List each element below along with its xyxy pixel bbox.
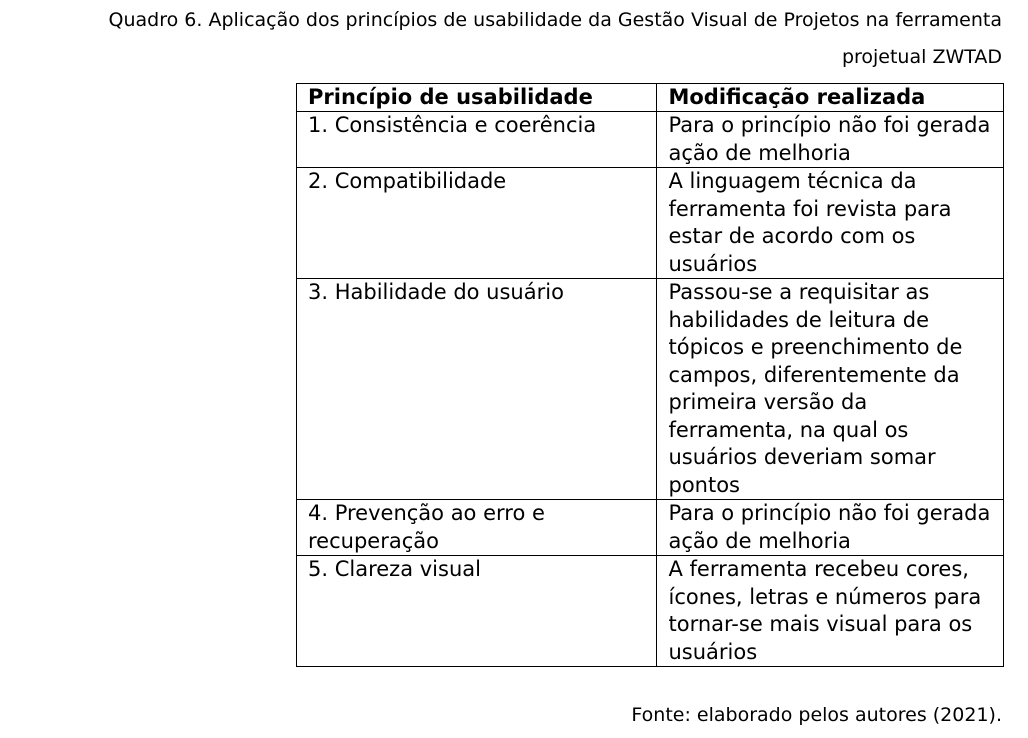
table-header-row (297, 84, 1004, 112)
principle-cell: 5. Clareza visual (297, 556, 657, 667)
usability-principles-table (296, 83, 1004, 667)
principle-cell: 3. Habilidade do usuário (297, 279, 657, 500)
principle-cell: 2. Compatibilidade (297, 168, 657, 279)
table-row (297, 556, 1004, 667)
modification-cell: A ferramenta recebeu cores, ícones, letras e números para tornar-se mais visual para os usuários (657, 556, 1004, 667)
column-header-modification: Modificação realizada (657, 84, 1004, 112)
modification-cell: Passou-se a requisitar as habilidades de leitura de tópicos e preenchimento de campos, diferentemente da primeira versão da ferramenta, na qual os usuários deveriam somar pontos (657, 279, 1004, 500)
modification-cell: Para o princípio não foi gerada ação de melhoria (657, 112, 1004, 168)
table-source-note: Fonte: elaborado pelos autores (2021). (631, 704, 1002, 726)
column-header-principle: Princípio de usabilidade (297, 84, 657, 112)
table-row (297, 500, 1004, 556)
principle-cell: 1. Consistência e coerência (297, 112, 657, 168)
principle-cell: 4. Prevenção ao erro e recuperação (297, 500, 657, 556)
table-row (297, 279, 1004, 500)
table-caption-line-1: Quadro 6. Aplicação dos princípios de usabilidade da Gestão Visual de Projetos na ferramenta (108, 9, 1002, 31)
modification-cell: A linguagem técnica da ferramenta foi revista para estar de acordo com os usuários (657, 168, 1004, 279)
table-caption-line-2: projetual ZWTAD (841, 46, 1002, 68)
table-row (297, 112, 1004, 168)
table-row (297, 168, 1004, 279)
modification-cell: Para o princípio não foi gerada ação de melhoria (657, 500, 1004, 556)
